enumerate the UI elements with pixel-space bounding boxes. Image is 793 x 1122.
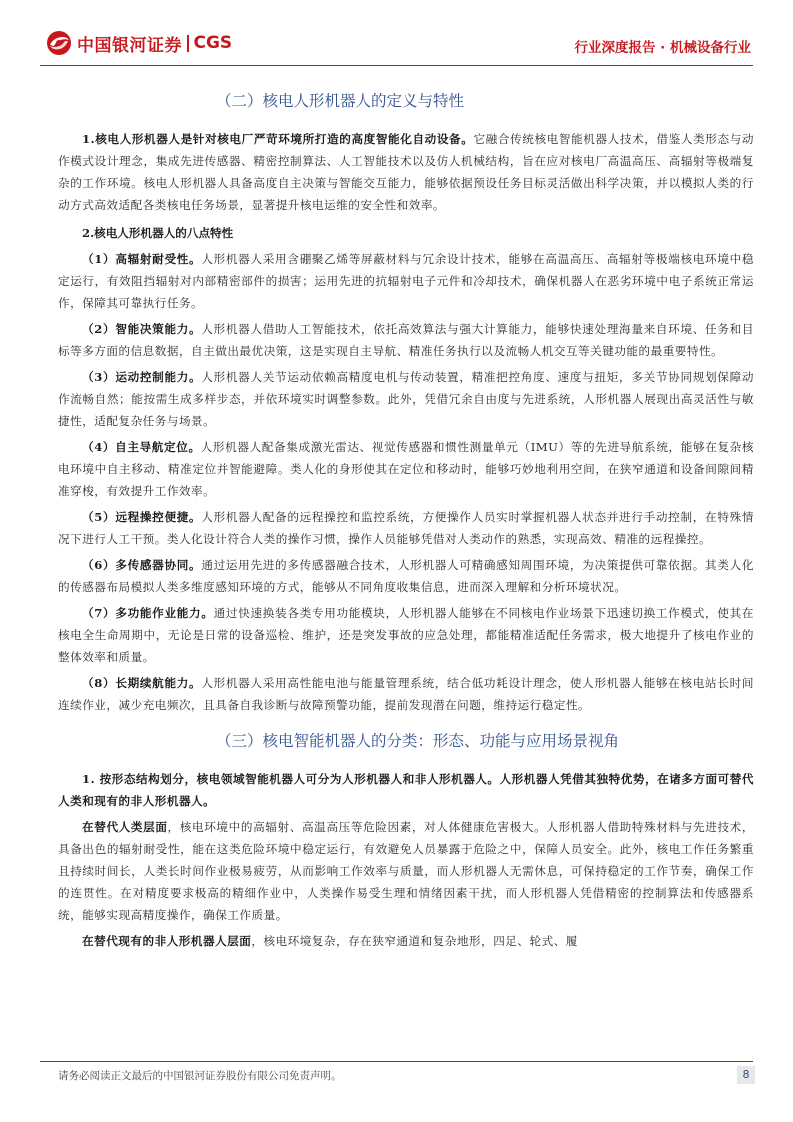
feature-text: 人形机器人采用含硼聚乙烯等屏蔽材料与冗余设计技术，能够在高温高压、高辐射等极端核电环境中稳定运行，有效阻挡辐射对内部精密部件的损害；运用先进的抗辐射电子元件和冷却技术，确保机器人在恶劣环境中电子系统正常运作，保障其可靠执行任务。 (58, 252, 754, 310)
replace-robot-label: 在替代现有的非人形机器人层面 (82, 934, 252, 948)
feature-paragraph (58, 554, 754, 598)
definition-text: 它融合传统核电智能机器人技术，借鉴人类形态与动作模式设计理念，集成先进传感器、精密控制算法、人工智能技术以及仿人机械结构，旨在应对核电厂高温高压、高辐射等极端复杂的工作环境。核电人形机器人具备高度自主决策与智能交互能力，能够依据预设任务目标灵活做出科学决策，并以模拟人类的行动方式高效适配各类核电任务场景，显著提升核电运维的安全性和效率。 (58, 132, 754, 212)
replace-human-text: ，核电环境中的高辐射、高温高压等危险因素，对人体健康危害极大。人形机器人借助特殊材料与先进技术，具备出色的辐射耐受性，能在这类危险环境中稳定运行，有效避免人员暴露于危险之中，保障人员安全。此外，核电工作任务繁重且持续时间长，人类长时间作业极易疲劳，从而影响工作效率与质量，而人形机器人无需休息，可保持稳定的工作节奏，确保工作的连贯性。在对精度要求极高的精细作业中，人类操作易受生理和情绪因素干扰，而人形机器人凭借精密的控制算法和传感器系统，能够实现高精度操作，确保工作质量。 (58, 820, 754, 922)
section-title-classification: （三）核电智能机器人的分类：形态、功能与应用场景视角 (216, 732, 620, 750)
main-content (58, 86, 754, 956)
feature-text: 通过快速换装各类专用功能模块，人形机器人能够在不同核电作业场景下迅速切换工作模式，使其在核电全生命周期中，无论是日常的设备巡检、维护，还是突发事故的应急处理，都能精准适配任务需求，极大地提升了核电作业的整体效率和质量。 (58, 606, 754, 664)
feature-paragraph (58, 318, 754, 362)
feature-paragraph (58, 436, 754, 502)
feature-text: 人形机器人配备的远程操控和监控系统，方便操作人员实时掌握机器人状态并进行手动控制，在特殊情况下进行人工干预。类人化设计符合人类的操作习惯，操作人员能够凭借对人类动作的熟悉，实现高效、精准的远程操控。 (58, 510, 754, 546)
feature-label: （7）多功能作业能力。 (82, 606, 214, 620)
feature-label: （1）高辐射耐受性。 (82, 252, 202, 266)
feature-label: （4）自主导航定位。 (82, 440, 201, 454)
feature-text: 人形机器人采用高性能电池与能量管理系统，结合低功耗设计理念，使人形机器人能够在核电站长时间连续作业，减少充电频次，且具备自我诊断与故障预警功能，提前发现潜在问题，维持运行稳定性。 (58, 676, 754, 712)
feature-paragraph (58, 366, 754, 432)
page-header (0, 0, 793, 66)
feature-text: 人形机器人关节运动依赖高精度电机与传动装置，精准把控角度、速度与扭矩，多关节协同规划保障动作流畅自然；能按需生成多样步态，并依环境实时调整参数。此外，凭借冗余自由度与先进系统，人形机器人展现出高灵活性与敏捷性，适配复杂任务与场景。 (58, 370, 754, 428)
feature-label: （6）多传感器协同。 (82, 558, 202, 572)
feature-label: （5）远程操控便捷。 (82, 510, 202, 524)
feature-label: （2）智能决策能力。 (82, 322, 202, 336)
definition-paragraph (58, 128, 754, 216)
classification-lead: 1. 按形态结构划分，核电领域智能机器人可分为人形机器人和非人形机器人。人形机器人凭借其独特优势，在诸多方面可替代人类和现有的非人形机器人。 (58, 772, 754, 808)
report-category: 行业深度报告 · 机械设备行业 (574, 40, 751, 56)
section-title-definition: （二）核电人形机器人的定义与特性 (216, 92, 465, 110)
feature-paragraph (58, 506, 754, 550)
features-subheading: 2.核电人形机器人的八点特性 (82, 226, 234, 240)
replace-human-label: 在替代人类层面 (82, 820, 168, 834)
feature-text: 人形机器人配备集成激光雷达、视觉传感器和惯性测量单元（IMU）等的先进导航系统，能够在复杂核电环境中自主移动、精准定位并智能避障。类人化的身形使其在定位和移动时，能够巧妙地利用空间，在狭窄通道和设备间隙间精准穿梭，有效提升工作效率。 (58, 440, 754, 498)
feature-paragraph (58, 602, 754, 668)
classification-lead-paragraph (58, 768, 754, 812)
feature-text: 通过运用先进的多传感器融合技术，人形机器人可精确感知周围环境，为决策提供可靠依据。其类人化的传感器布局模拟人类多维度感知环境的方式，能够从不同角度收集信息，进而深入理解和分析环境状况。 (58, 558, 754, 594)
feature-paragraph (58, 672, 754, 716)
feature-paragraph (58, 248, 754, 314)
definition-lead: 1.核电人形机器人是针对核电厂严苛环境所打造的高度智能化自动设备。 (82, 132, 474, 146)
galaxy-logo-icon (46, 30, 72, 56)
page-number: 8 (737, 1066, 755, 1084)
replace-human-paragraph (58, 816, 754, 926)
replace-robot-paragraph (58, 930, 754, 952)
feature-label: （8）长期续航能力。 (82, 676, 202, 690)
company-logo (46, 30, 232, 56)
logo-chinese-name: 中国银河证券 (77, 35, 182, 56)
logo-divider (187, 35, 189, 52)
footer-divider (40, 1061, 753, 1062)
footer-disclaimer: 请务必阅读正文最后的中国银河证券股份有限公司免责声明。 (58, 1070, 342, 1082)
logo-english-name: CGS (193, 33, 233, 53)
replace-robot-text: ，核电环境复杂，存在狭窄通道和复杂地形，四足、轮式、履 (251, 934, 578, 948)
header-divider (40, 65, 753, 66)
feature-text: 人形机器人借助人工智能技术，依托高效算法与强大计算能力，能够快速处理海量来自环境、任务和目标等多方面的信息数据，自主做出最优决策，这是实现自主导航、精准任务执行以及流畅人机交互等关键功能的最重要特性。 (58, 322, 754, 358)
feature-label: （3）运动控制能力。 (82, 370, 202, 384)
